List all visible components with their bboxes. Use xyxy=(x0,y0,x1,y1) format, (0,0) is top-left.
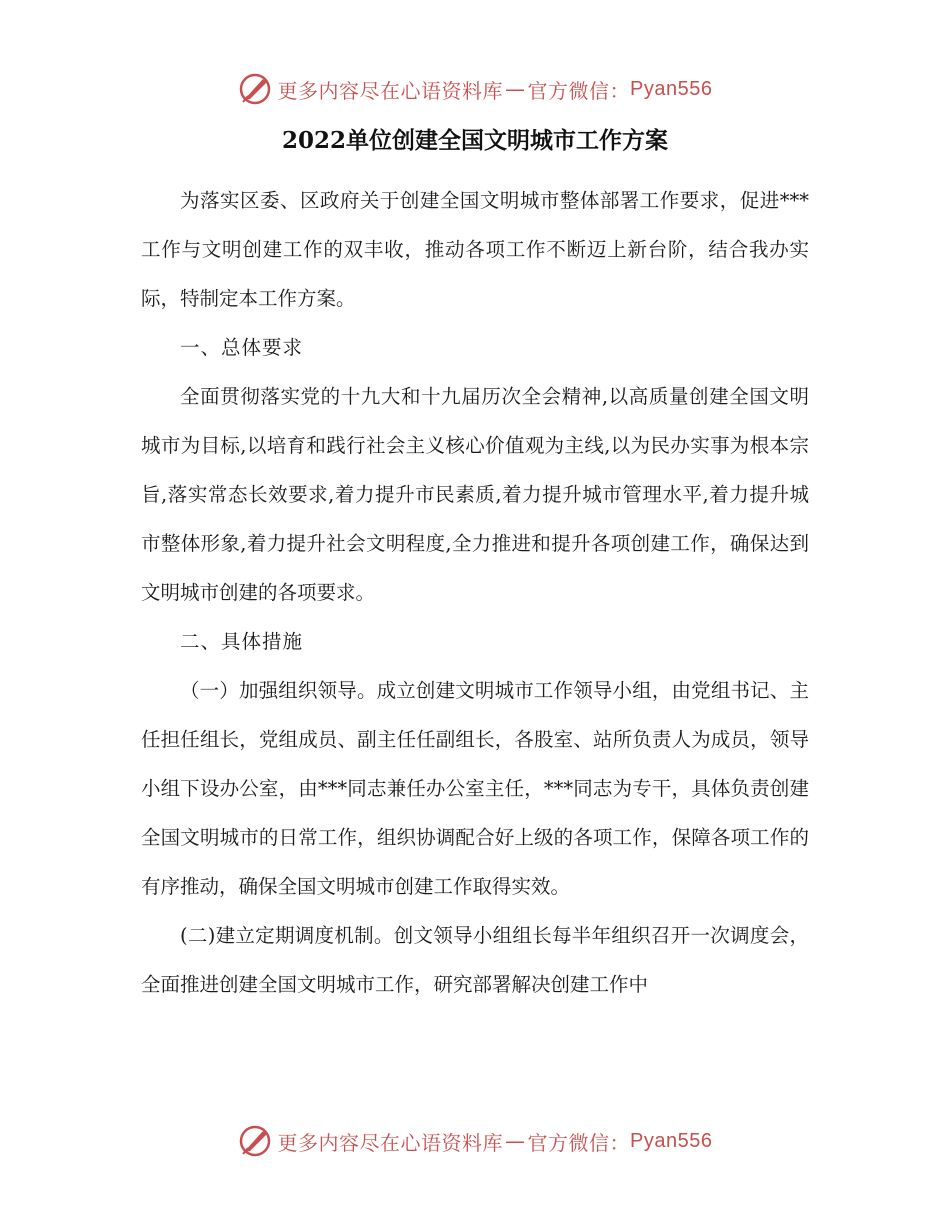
section-heading-specific-measures: 二、具体措施 xyxy=(180,630,304,653)
quill-logo-icon xyxy=(238,72,272,106)
watermark-handle: Pyan556 xyxy=(630,77,713,100)
watermark-contact: 官方微信： xyxy=(527,78,631,103)
quill-logo-icon xyxy=(238,1124,272,1158)
document-body xyxy=(141,176,809,1009)
paragraph-measure-2: (二)建立定期调度机制。创文领导小组组长每半年组织召开一次调度会，全面推进创建全国文明城市工作，研究部署解决创建工作中 xyxy=(141,924,809,996)
footer-watermark xyxy=(0,1124,950,1158)
watermark-separator: — xyxy=(505,1129,526,1153)
section-heading-general-requirements: 一、总体要求 xyxy=(180,336,304,359)
paragraph-measure-1: （一）加强组织领导。成立创建文明城市工作领导小组，由党组书记、主任担任组长，党组成员、副主任任副组长，各股室、站所负责人为成员，领导小组下设办公室，由***同志兼任办公室主任，***同志为专干，具体负责创建全国文明城市的日常工作，组织协调配合好上级的各项工作，保障各项工作的有序推动，确保全国文明城市创建工作取得实效。 xyxy=(141,679,809,898)
paragraph-intro: 为落实区委、区政府关于创建全国文明城市整体部署工作要求，促进***工作与文明创建工作的双丰收，推动各项工作不断迈上新台阶，结合我办实际，特制定本工作方案。 xyxy=(141,189,809,310)
header-watermark xyxy=(0,72,950,106)
watermark-text: 更多内容尽在心语资料库 xyxy=(277,1130,504,1155)
document-title: 2022单位创建全国文明城市工作方案 xyxy=(281,127,668,154)
paragraph-general-requirements: 全面贯彻落实党的十九大和十九届历次全会精神,以高质量创建全国文明城市为目标,以培育和践行社会主义核心价值观为主线,以为民办实事为根本宗旨,落实常态长效要求,着力提升市民素质,着力提升城市管理水平,着力提升城市整体形象,着力提升社会文明程度,全力推进和提升各项创建工作，确保达到文明城市创建的各项要求。 xyxy=(141,385,809,604)
watermark-text: 更多内容尽在心语资料库 xyxy=(277,78,504,103)
watermark-handle: Pyan556 xyxy=(630,1129,713,1152)
watermark-separator: — xyxy=(505,77,526,101)
watermark-contact: 官方微信： xyxy=(527,1130,631,1155)
